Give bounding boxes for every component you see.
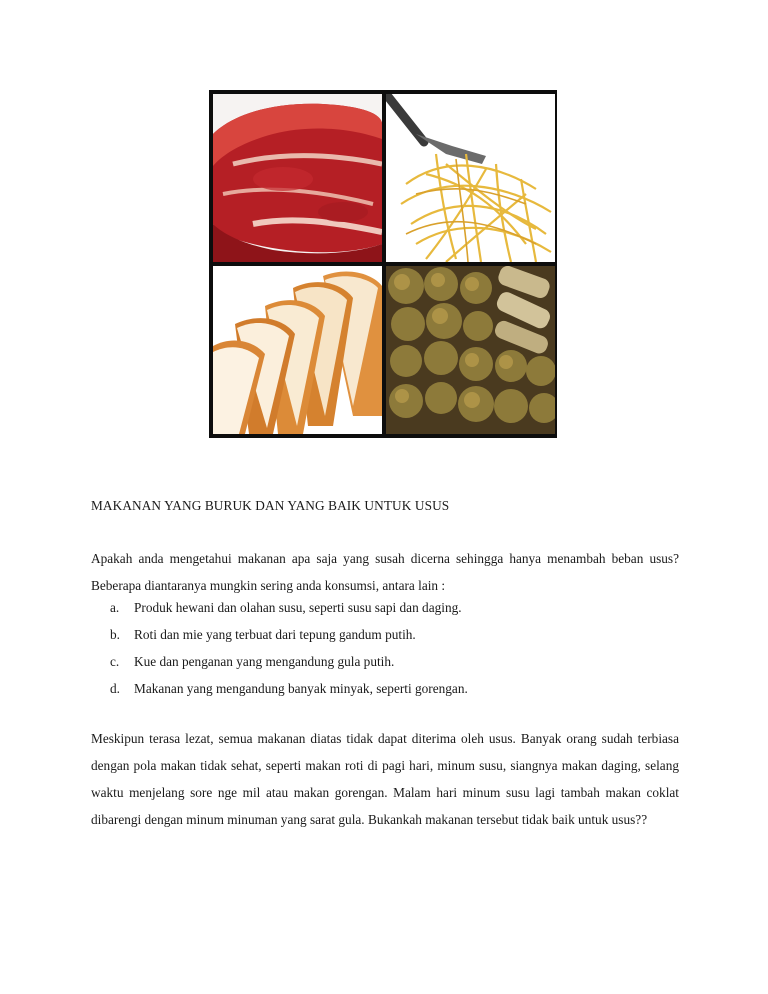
food-collage-image (209, 90, 557, 438)
intro-paragraph: Apakah anda mengetahui makanan apa saja yang susah dicerna sehingga hanya menambah beban usus? Beberapa diantaranya mungkin sering anda konsumsi, antara lain : (91, 551, 679, 594)
list-marker: a. (110, 600, 120, 615)
list-item (110, 675, 468, 702)
article-title: MAKANAN YANG BURUK DAN YANG BAIK UNTUK USUS (91, 498, 450, 513)
list-item (110, 648, 468, 675)
list-item-text: Produk hewani dan olahan susu, seperti susu sapi dan daging. (134, 600, 462, 615)
list-item-text: Kue dan penganan yang mengandung gula putih. (134, 654, 395, 669)
list-marker: c. (110, 654, 120, 669)
sliced-bread-photo (213, 266, 382, 434)
body-paragraph: Meskipun terasa lezat, semua makanan diatas tidak dapat diterima oleh usus. Banyak orang sudah terbiasa dengan pola makan tidak sehat, seperti makan roti di pagi hari, minum susu, siangnya makan daging, selang waktu menjelang sore nge mil atau makan gorengan. Malam hari minum susu lagi tambah makan coklat dibarengi dengan minum minuman yang sarat gula. Bukankah makanan tersebut tidak baik untuk usus?? (91, 731, 679, 828)
list-item (110, 621, 468, 648)
list-item-text: Makanan yang mengandung banyak minyak, seperti gorengan. (134, 681, 468, 696)
food-list (110, 594, 468, 702)
fried-snacks-photo (386, 266, 555, 434)
list-marker: d. (110, 681, 120, 696)
spaghetti-photo (386, 94, 555, 262)
raw-meat-photo (213, 94, 382, 262)
list-item-text: Roti dan mie yang terbuat dari tepung gandum putih. (134, 627, 416, 642)
list-marker: b. (110, 627, 120, 642)
list-item (110, 594, 468, 621)
